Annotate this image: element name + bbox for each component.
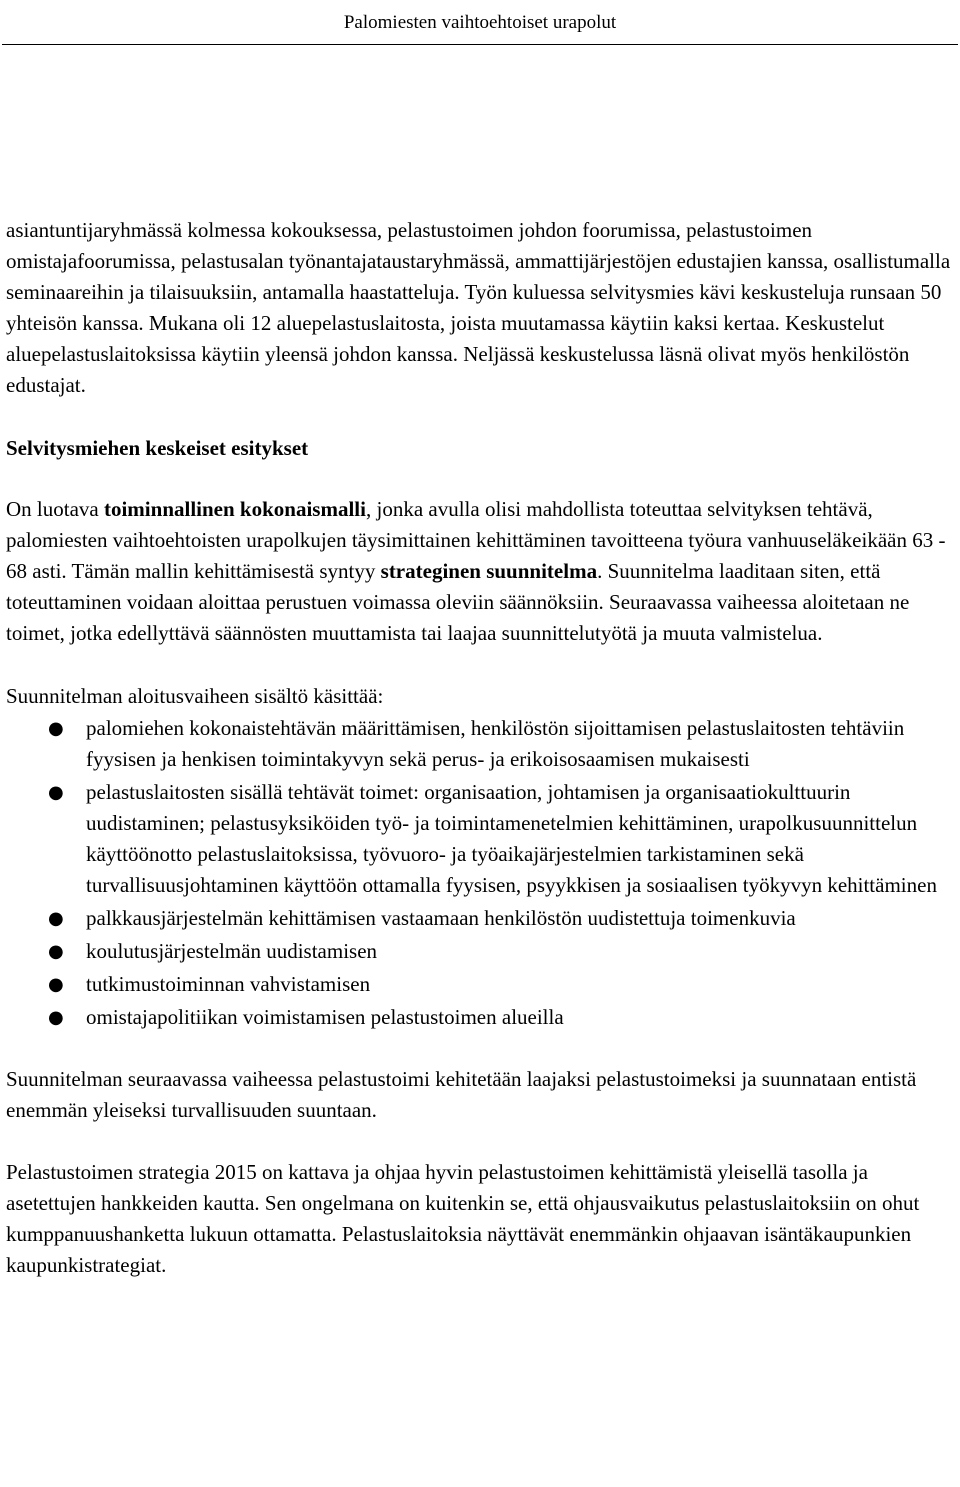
list-intro: Suunnitelman aloitusvaiheen sisältö käsittää: [6,684,384,708]
list-item [6,713,954,775]
list-item [6,903,954,934]
running-header-title: Palomiesten vaihtoehtoiset urapolut [343,12,617,33]
list-item [6,777,954,901]
proposal-paragraph [6,494,954,649]
section-heading: Selvitysmiehen keskeiset esitykset [6,436,309,460]
intro-paragraph: asiantuntijaryhmässä kolmessa kokouksessa, pelastustoimen johdon foorumissa, pelastustoimen omistajafoorumissa, pelastusalan työnantajataustaryhmässä, ammattijärjestöjen edustajien kanssa, osallistumalla seminaareihin ja tilaisuuksiin, antamalla haastatteluja. Työn kuluessa selvitysmies kävi keskusteluja runsaan 50 yhteisön kanssa. Mukana oli 12 aluepelastuslaitosta, joista muutamassa käytiin kaksi kertaa. Keskustelut aluepelastuslaitoksissa käytiin yleensä johdon kanssa. Neljässä keskustelussa läsnä olivat myös henkilöstön edustajat. [6,218,951,397]
bullet-icon: ● [48,908,64,929]
proposal-text-1: On luotava [6,497,104,521]
header-divider [2,44,958,45]
document-body [6,215,954,1281]
proposal-text-3: . Suunnitelma laaditaan siten, että toteuttaminen voidaan aloittaa perustuen voimassa oleviin säännöksiin. Seuraavassa vaiheessa aloitetaan ne toimet, jotka edellyttävä säännösten muuttamista tai laajaa suunnittelutyötä ja muuta valmistelua. [6,559,910,645]
strategy-paragraph: Pelastustoimen strategia 2015 on kattava ja ohjaa hyvin pelastustoimen kehittämistä yleisellä tasolla ja asetettujen hankkeiden kautta. Sen ongelmana on kuitenkin se, että ohjausvaikutus pelastuslaitoksiin on ohut kumppanuushanketta lukuun ottamatta. Pelastuslaitoksia näyttävät enemmänkin ohjaavan isäntäkaupunkien kaupunkistrategiat. [6,1160,920,1277]
bullet-icon: ● [48,941,64,962]
content-list [6,713,954,1033]
bullet-icon: ● [48,974,64,995]
proposal-bold-term-1: toiminnallinen kokonaismalli [103,497,366,521]
bullet-icon: ● [48,1007,64,1028]
list-item-text: pelastuslaitosten sisällä tehtävät toimet: organisaation, johtamisen ja organisaatiokulttuurin uudistaminen; pelastusyksiköiden työ- ja toimintamenetelmien kehittäminen, urapolkusuunnittelun käyttöönotto pelastuslaitoksissa, työvuoro- ja työaikajärjestelmien tarkistaminen sekä turvallisuusjohtaminen käyttöön ottamalla fyysisen, psyykkisen ja sosiaalisen työkyvyn kehittäminen [86,780,937,897]
proposal-bold-term-2: strateginen suunnitelma [380,559,598,583]
list-item [6,969,954,1000]
next-phase-paragraph: Suunnitelman seuraavassa vaiheessa pelastustoimi kehitetään laajaksi pelastustoimeksi ja suunnataan entistä enemmän yleiseksi turvallisuuden suuntaan. [6,1067,917,1122]
bullet-icon: ● [48,782,64,803]
list-item-text: palkkausjärjestelmän kehittämisen vastaamaan henkilöstön uudistettuja toimenkuvia [86,906,796,930]
list-item [6,1002,954,1033]
list-item-text: koulutusjärjestelmän uudistamisen [86,939,378,963]
list-item [6,936,954,967]
bullet-icon: ● [48,718,64,739]
running-header [0,10,960,36]
list-item-text: omistajapolitiikan voimistamisen pelastustoimen alueilla [86,1005,564,1029]
list-item-text: tutkimustoiminnan vahvistamisen [86,972,371,996]
list-item-text: palomiehen kokonaistehtävän määrittämisen, henkilöstön sijoittamisen pelastuslaitosten tehtäviin fyysisen ja henkisen toimintakyvyn sekä perus- ja erikoisosaamisen mukaisesti [86,716,905,771]
proposal-text-2: , jonka avulla olisi mahdollista toteuttaa selvityksen tehtävä, palomiesten vaihtoehtoisten urapolkujen täysimittainen kehittäminen tavoitteena työura vanhuuseläkeikään 63 - 68 asti. Tämän mallin kehittämisestä syntyy [6,497,946,583]
